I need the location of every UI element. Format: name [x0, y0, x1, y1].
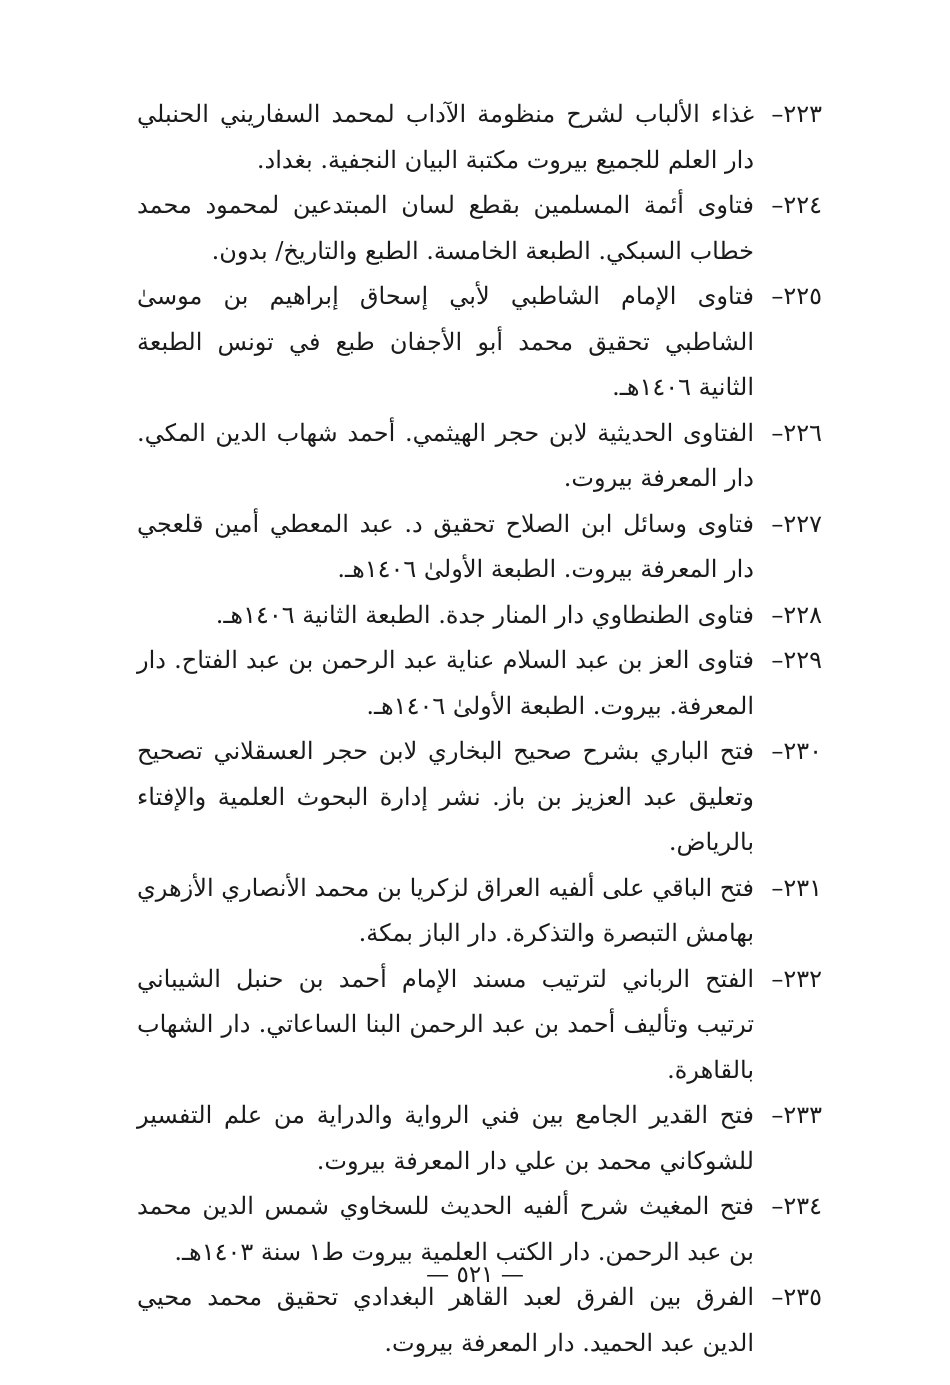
bibliography-list — [137, 92, 822, 1366]
entry-number: ٢٢٦– — [771, 418, 822, 447]
bibliography-entry — [137, 866, 822, 957]
entry-text: فتح الباقي على ألفيه العراق لزكريا بن محمد الأنصاري الأزهري بهامش التبصرة والتذكرة. دار الباز بمكة. — [137, 873, 754, 947]
bibliography-entry — [137, 729, 822, 866]
entry-text: فتاوى أئمة المسلمين بقطع لسان المبتدعين لمحمود محمد خطاب السبكي. الطبعة الخامسة. الطبع والتاريخ/ بدون. — [137, 191, 754, 265]
entry-number: ٢٢٨– — [771, 600, 822, 629]
entry-number: ٢٢٥– — [771, 282, 822, 310]
entry-text: فتح الباري بشرح صحيح البخاري لابن حجر العسقلاني تصحيح وتعليق عبد العزيز بن باز. نشر إدارة البحوث العلمية والإفتاء بالرياض. — [137, 737, 754, 856]
entry-number: ٢٢٧– — [771, 509, 822, 538]
bibliography-entry — [137, 411, 822, 502]
entry-text: غذاء الألباب لشرح منظومة الآداب لمحمد السفاريني الحنبلي دار العلم للجميع بيروت مكتبة البيان النجفية. بغداد. — [137, 100, 754, 174]
entry-number: ٢٢٤– — [771, 191, 822, 219]
entry-number: ٢٣٤– — [771, 1192, 822, 1220]
entry-number: ٢٣٠– — [771, 737, 822, 765]
bibliography-entry — [137, 593, 822, 639]
entry-number: ٢٣١– — [771, 873, 822, 902]
entry-text: الفتح الرباني لترتيب مسند الإمام أحمد بن حنبل الشيباني ترتيب وتأليف أحمد بن عبد الرحمن البنا الساعاتي. دار الشهاب بالقاهرة. — [137, 964, 754, 1084]
entry-text: فتاوى الإمام الشاطبي لأبي إسحاق إبراهيم بن موسىٰ الشاطبي تحقيق محمد أبو الأجفان طبع في تونس الطبعة الثانية ١٤٠٦هـ. — [137, 282, 754, 401]
entry-text: فتح المغيث شرح ألفيه الحديث للسخاوي شمس الدين محمد بن عبد الرحمن. دار الكتب العلمية بيروت ط١ سنة ١٤٠٣هـ. — [137, 1192, 754, 1266]
entry-text: الفتاوى الحديثية لابن حجر الهيثمي. أحمد شهاب الدين المكي. دار المعرفة بيروت. — [137, 418, 754, 492]
entry-text: فتاوى وسائل ابن الصلاح تحقيق د. عبد المعطي أمين قلعجي دار المعرفة بيروت. الطبعة الأولىٰ ١٤٠٦هـ. — [137, 509, 754, 583]
entry-text: الفرق بين الفرق لعبد القاهر البغدادي تحقيق محمد محيي الدين عبد الحميد. دار المعرفة بيروت. — [137, 1283, 754, 1357]
bibliography-entry — [137, 1093, 822, 1184]
entry-text: فتاوى الطنطاوي دار المنار جدة. الطبعة الثانية ١٤٠٦هـ. — [215, 600, 754, 629]
bibliography-entry — [137, 1275, 822, 1366]
bibliography-entry — [137, 92, 822, 183]
entry-text: فتح القدير الجامع بين فني الرواية والدراية من علم التفسير للشوكاني محمد بن علي دار المعرفة بيروت. — [137, 1101, 754, 1175]
bibliography-entry — [137, 502, 822, 593]
bibliography-entry — [137, 274, 822, 411]
page-number: — ٥٢١ — — [426, 1262, 524, 1288]
entry-number: ٢٢٣– — [771, 100, 822, 128]
bibliography-entry — [137, 638, 822, 729]
entry-number: ٢٢٩– — [771, 646, 822, 674]
bibliography-entry — [137, 183, 822, 274]
entry-number: ٢٣٢– — [771, 964, 822, 993]
bibliography-entry — [137, 957, 822, 1094]
entry-number: ٢٣٥– — [771, 1283, 822, 1311]
entry-text: فتاوى العز بن عبد السلام عناية عبد الرحمن بن عبد الفتاح. دار المعرفة. بيروت. الطبعة الأولىٰ ١٤٠٦هـ. — [137, 646, 754, 720]
entry-number: ٢٣٣– — [771, 1101, 822, 1129]
